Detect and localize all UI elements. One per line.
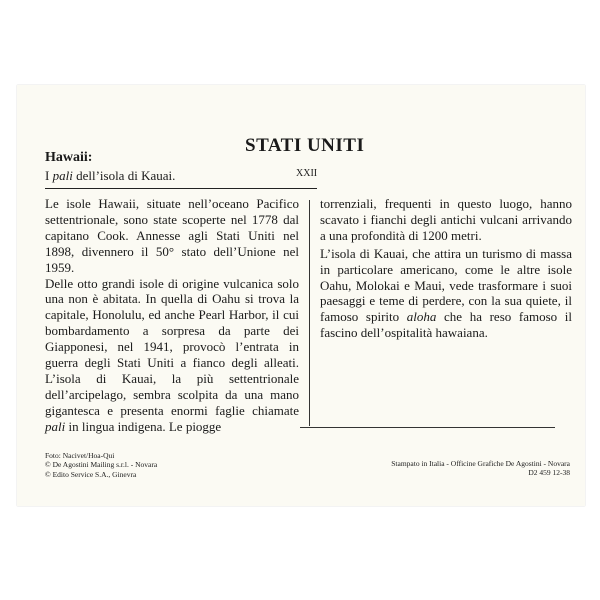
caption-text-pre: I [45, 168, 53, 183]
photo-credit: Foto: Nacivet/Hoa-Qui [45, 451, 115, 460]
paragraph-text-post: che ha reso famoso il fascino dell’ospitalità hawaiana. [320, 309, 572, 341]
column-divider [309, 200, 310, 426]
paragraph-text-pre: L’isola di Kauai, che attira un turismo di massa in particolare americano, come le altre isole Oahu, Molokai e Maui, vede trasformare i suoi paesaggi e teme di perdere, con la sua quiete, il famoso spirito [320, 245, 572, 325]
paragraph: torrenziali, frequenti in questo luogo, hanno scavato i fianchi degli antichi vulcani arrivando a una profondità di 1200 metri. [320, 196, 572, 243]
paragraph [45, 276, 299, 435]
bottom-rule [300, 427, 555, 428]
product-code: D2 459 12-38 [528, 468, 570, 478]
text-column-right [320, 196, 572, 341]
paragraph-text-post: in lingua indigena. Le piogge [65, 418, 222, 434]
card-number: XXII [296, 168, 318, 179]
paragraph-text-italic: pali [45, 418, 66, 434]
paragraph-text-pre: Delle otto grandi isole di origine vulcanica solo una non è abitata. In quella di Oahu si trova la capitale, Honolulu, ed anche Pearl Harbor, il cui bombardamento a sorpresa da parte dei Giapponesi, nel 1941, provocò l’entrata in guerra degli Stati Uniti a fianco degli alleati. L’isola di Kauai, la più settentrionale dell’arcipelago, sembra scolpita da una mano gigantesca e presenta enormi faglie chiamate [45, 275, 299, 418]
copyright-line: © Edito Service S.A., Ginevra [45, 469, 137, 479]
paragraph: Le isole Hawaii, situate nell’oceano Pacifico settentrionale, sono state scoperte nel 1778 dal capitano Cook. Annesse agli Stati Uniti nel 1898, divennero il 50° stato dell’Unione nel 1959. [45, 196, 299, 275]
page-title: STATI UNITI [245, 135, 365, 156]
caption-text-post: dell’isola di Kauai. [72, 168, 176, 183]
photo-caption [45, 168, 175, 184]
copyright-line: © De Agostini Mailing s.r.l. - Novara [45, 460, 158, 470]
region-heading: Hawaii: [45, 150, 93, 165]
credits-left [45, 451, 157, 479]
printer-line: Stampato in Italia - Officine Grafiche De Agostini - Novara [391, 459, 570, 468]
text-column-left [45, 196, 299, 435]
paragraph [320, 246, 572, 341]
caption-text-italic: pali [52, 168, 73, 183]
credits-right [391, 459, 570, 478]
top-rule [45, 188, 317, 189]
paragraph-text-italic: aloha [406, 309, 437, 325]
